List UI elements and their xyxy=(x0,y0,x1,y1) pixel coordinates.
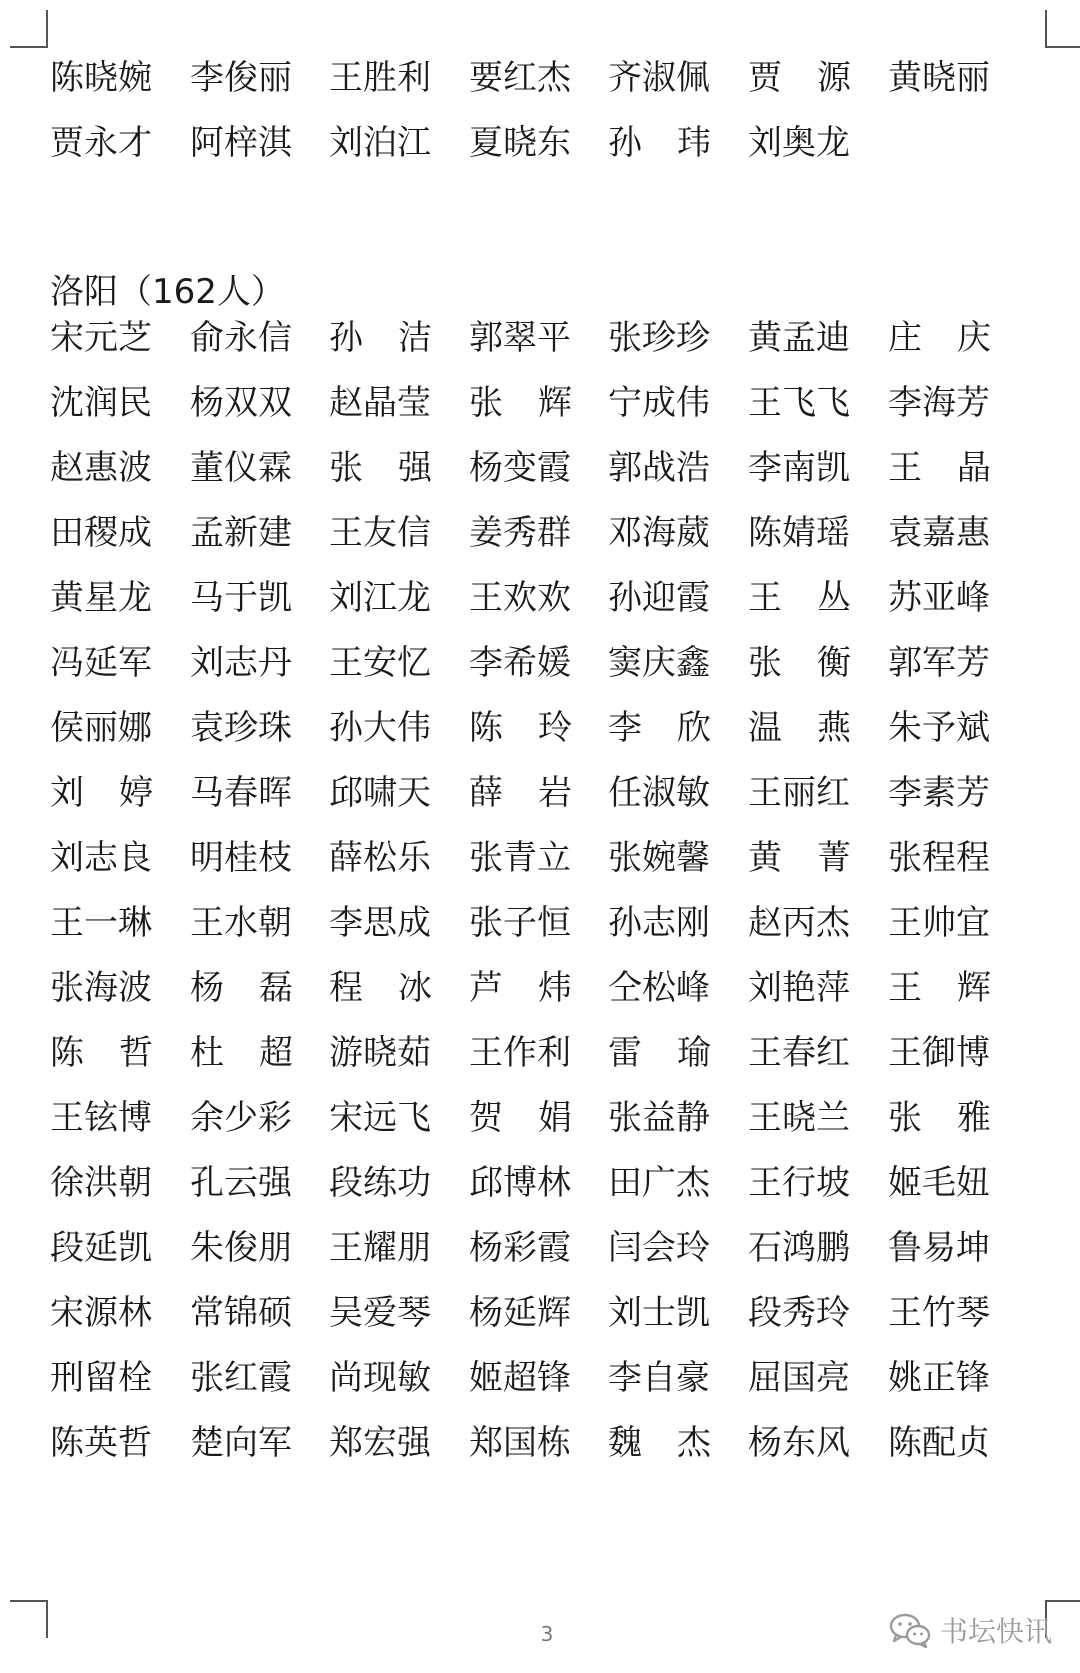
person-name: 李 欣 xyxy=(608,708,711,748)
name-row xyxy=(50,698,1050,758)
person-name: 薛 岩 xyxy=(469,773,572,813)
person-name: 马春晖 xyxy=(190,773,292,813)
person-name: 孟新建 xyxy=(190,513,292,553)
person-name: 姬毛妞 xyxy=(888,1163,990,1203)
person-name: 余少彩 xyxy=(190,1098,292,1138)
person-name: 杜 超 xyxy=(190,1033,293,1073)
person-name: 程 冰 xyxy=(329,968,432,1008)
person-name: 郑国栋 xyxy=(469,1423,571,1463)
person-name: 齐淑佩 xyxy=(608,58,710,98)
person-name: 张 辉 xyxy=(469,383,572,423)
person-name: 孙迎霞 xyxy=(608,578,710,618)
person-name: 苏亚峰 xyxy=(888,578,990,618)
person-name: 刘志丹 xyxy=(190,643,292,683)
person-name: 贾永才 xyxy=(50,123,152,163)
person-name: 杨彩霞 xyxy=(469,1228,571,1268)
person-name: 薛松乐 xyxy=(329,838,431,878)
person-name: 陈 玲 xyxy=(469,708,572,748)
person-name: 仝松峰 xyxy=(608,968,710,1008)
name-row xyxy=(50,828,1050,888)
person-name: 芦 炜 xyxy=(469,968,572,1008)
person-name: 宋远飞 xyxy=(329,1098,431,1138)
name-row xyxy=(50,308,1050,368)
person-name: 魏 杰 xyxy=(608,1423,711,1463)
person-name: 俞永信 xyxy=(190,318,292,358)
name-row xyxy=(50,1153,1050,1213)
person-name: 杨双双 xyxy=(190,383,292,423)
person-name: 李自豪 xyxy=(608,1358,710,1398)
person-name: 段练功 xyxy=(329,1163,431,1203)
person-name: 朱俊朋 xyxy=(190,1228,292,1268)
person-name: 常锦硕 xyxy=(190,1293,292,1333)
person-name: 张 衡 xyxy=(748,643,851,683)
person-name: 王行坡 xyxy=(748,1163,850,1203)
person-name: 尚现敏 xyxy=(329,1358,431,1398)
person-name: 孙志刚 xyxy=(608,903,710,943)
person-name: 陈配贞 xyxy=(888,1423,990,1463)
person-name: 李素芳 xyxy=(888,773,990,813)
person-name: 宋元芝 xyxy=(50,318,152,358)
person-name: 郭军芳 xyxy=(888,643,990,683)
person-name: 沈润民 xyxy=(50,383,152,423)
name-row xyxy=(50,1348,1050,1408)
person-name: 屈国亮 xyxy=(748,1358,850,1398)
person-name: 王欢欢 xyxy=(469,578,571,618)
person-name: 刘泊江 xyxy=(329,123,431,163)
person-name: 赵丙杰 xyxy=(748,903,850,943)
person-name: 夏晓东 xyxy=(469,123,571,163)
name-row xyxy=(50,438,1050,498)
person-name: 张红霞 xyxy=(190,1358,292,1398)
crop-mark-top-left xyxy=(10,10,48,48)
person-name: 刘奥龙 xyxy=(748,123,850,163)
name-row xyxy=(50,763,1050,823)
person-name: 陈英哲 xyxy=(50,1423,152,1463)
person-name: 杨 磊 xyxy=(190,968,293,1008)
person-name: 王作利 xyxy=(469,1033,571,1073)
name-row xyxy=(50,373,1050,433)
person-name: 郭战浩 xyxy=(608,448,710,488)
person-name: 要红杰 xyxy=(469,58,571,98)
person-name: 李南凯 xyxy=(748,448,850,488)
person-name: 张 雅 xyxy=(888,1098,991,1138)
person-name: 李海芳 xyxy=(888,383,990,423)
person-name: 孔云强 xyxy=(190,1163,292,1203)
person-name: 田广杰 xyxy=(608,1163,710,1203)
person-name: 王 辉 xyxy=(888,968,991,1008)
name-row xyxy=(50,1218,1050,1278)
person-name: 贺 娟 xyxy=(469,1098,572,1138)
person-name: 王 晶 xyxy=(888,448,991,488)
person-name: 王春红 xyxy=(748,1033,850,1073)
person-name: 杨变霞 xyxy=(469,448,571,488)
name-row xyxy=(50,503,1050,563)
person-name: 陈晓婉 xyxy=(50,58,152,98)
person-name: 闫会玲 xyxy=(608,1228,710,1268)
person-name: 刘志良 xyxy=(50,838,152,878)
person-name: 窦庆鑫 xyxy=(608,643,710,683)
person-name: 王飞飞 xyxy=(748,383,850,423)
person-name: 朱予斌 xyxy=(888,708,990,748)
person-name: 王御博 xyxy=(888,1033,990,1073)
name-row xyxy=(50,1413,1050,1473)
person-name: 张青立 xyxy=(469,838,571,878)
person-name: 李希媛 xyxy=(469,643,571,683)
person-name: 阿梓淇 xyxy=(190,123,292,163)
person-name: 明桂枝 xyxy=(190,838,292,878)
person-name: 张海波 xyxy=(50,968,152,1008)
person-name: 刘江龙 xyxy=(329,578,431,618)
person-name: 黄晓丽 xyxy=(888,58,990,98)
person-name: 杨东风 xyxy=(748,1423,850,1463)
name-row xyxy=(50,1088,1050,1148)
person-name: 黄星龙 xyxy=(50,578,152,618)
person-name: 刘士凯 xyxy=(608,1293,710,1333)
person-name: 贾 源 xyxy=(748,58,851,98)
person-name: 黄孟迪 xyxy=(748,318,850,358)
person-name: 陈婧瑶 xyxy=(748,513,850,553)
person-name: 宋源林 xyxy=(50,1293,152,1333)
person-name: 郑宏强 xyxy=(329,1423,431,1463)
person-name: 张子恒 xyxy=(469,903,571,943)
page-number: 3 xyxy=(540,1622,554,1646)
person-name: 王丽红 xyxy=(748,773,850,813)
person-name: 张程程 xyxy=(888,838,990,878)
name-row xyxy=(50,48,1050,108)
person-name: 陈 哲 xyxy=(50,1033,153,1073)
person-name: 张益静 xyxy=(608,1098,710,1138)
person-name: 姬超锋 xyxy=(469,1358,571,1398)
person-name: 游晓茹 xyxy=(329,1033,431,1073)
person-name: 邓海葳 xyxy=(608,513,710,553)
person-name: 黄 菁 xyxy=(748,838,851,878)
name-row xyxy=(50,568,1050,628)
person-name: 刘艳萍 xyxy=(748,968,850,1008)
person-name: 石鸿鹏 xyxy=(748,1228,850,1268)
section-title: 洛阳（162人） xyxy=(50,272,285,312)
person-name: 张珍珍 xyxy=(608,318,710,358)
person-name: 马于凯 xyxy=(190,578,292,618)
person-name: 徐洪朝 xyxy=(50,1163,152,1203)
person-name: 王铉博 xyxy=(50,1098,152,1138)
crop-mark-top-right xyxy=(1045,10,1080,48)
person-name: 侯丽娜 xyxy=(50,708,152,748)
person-name: 郭翠平 xyxy=(469,318,571,358)
person-name: 段延凯 xyxy=(50,1228,152,1268)
person-name: 王耀朋 xyxy=(329,1228,431,1268)
name-row xyxy=(50,958,1050,1018)
watermark xyxy=(888,1610,1052,1650)
person-name: 张 强 xyxy=(329,448,432,488)
name-row xyxy=(50,1283,1050,1343)
person-name: 温 燕 xyxy=(748,708,851,748)
person-name: 雷 瑜 xyxy=(608,1033,711,1073)
name-row xyxy=(50,1023,1050,1083)
person-name: 冯延军 xyxy=(50,643,152,683)
person-name: 刑留栓 xyxy=(50,1358,152,1398)
name-row xyxy=(50,893,1050,953)
person-name: 杨延辉 xyxy=(469,1293,571,1333)
person-name: 王一琳 xyxy=(50,903,152,943)
person-name: 董仪霖 xyxy=(190,448,292,488)
wechat-icon xyxy=(888,1610,932,1650)
person-name: 袁嘉惠 xyxy=(888,513,990,553)
person-name: 鲁易坤 xyxy=(888,1228,990,1268)
person-name: 孙 玮 xyxy=(608,123,711,163)
person-name: 王 丛 xyxy=(748,578,851,618)
name-row xyxy=(50,113,1050,173)
person-name: 吴爱琴 xyxy=(329,1293,431,1333)
person-name: 邱博林 xyxy=(469,1163,571,1203)
person-name: 袁珍珠 xyxy=(190,708,292,748)
person-name: 邱啸天 xyxy=(329,773,431,813)
person-name: 孙大伟 xyxy=(329,708,431,748)
name-row xyxy=(50,633,1050,693)
person-name: 刘 婷 xyxy=(50,773,153,813)
person-name: 赵惠波 xyxy=(50,448,152,488)
person-name: 庄 庆 xyxy=(888,318,991,358)
person-name: 孙 洁 xyxy=(329,318,432,358)
person-name: 王友信 xyxy=(329,513,431,553)
person-name: 楚向军 xyxy=(190,1423,292,1463)
person-name: 宁成伟 xyxy=(608,383,710,423)
person-name: 张婉馨 xyxy=(608,838,710,878)
person-name: 姜秀群 xyxy=(469,513,571,553)
person-name: 赵晶莹 xyxy=(329,383,431,423)
watermark-text: 书坛快讯 xyxy=(940,1615,1053,1648)
person-name: 王安忆 xyxy=(329,643,431,683)
person-name: 王胜利 xyxy=(329,58,431,98)
person-name: 王帅宜 xyxy=(888,903,990,943)
person-name: 段秀玲 xyxy=(748,1293,850,1333)
person-name: 李俊丽 xyxy=(190,58,292,98)
person-name: 田稷成 xyxy=(50,513,152,553)
person-name: 王水朝 xyxy=(190,903,292,943)
person-name: 王竹琴 xyxy=(888,1293,990,1333)
person-name: 王晓兰 xyxy=(748,1098,850,1138)
person-name: 李思成 xyxy=(329,903,431,943)
person-name: 姚正锋 xyxy=(888,1358,990,1398)
person-name: 任淑敏 xyxy=(608,773,710,813)
